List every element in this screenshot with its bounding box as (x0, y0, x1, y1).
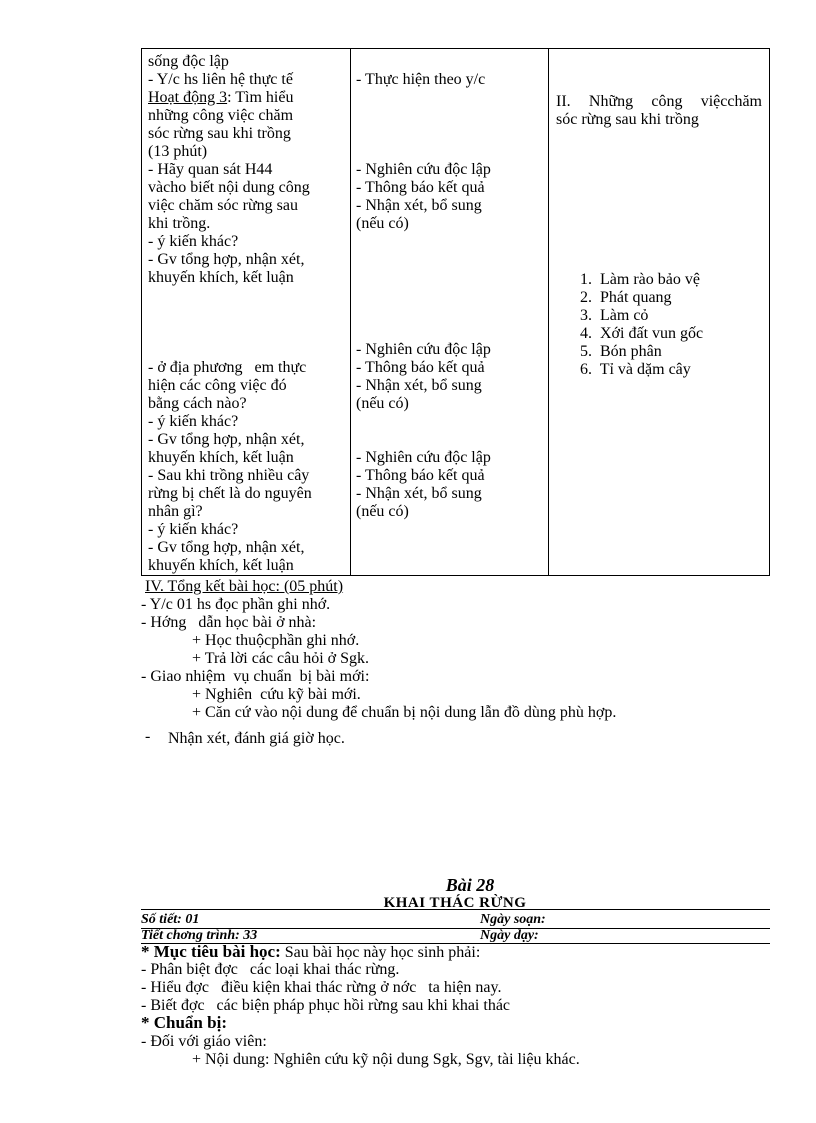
teach-date-label: Ngày dạy: (480, 928, 539, 943)
col1-line: - ý kiến khác? (148, 521, 239, 538)
col1-line: rừng bị chết là do nguyên (148, 485, 312, 502)
col2-line: - Nghiên cứu độc lập (356, 161, 491, 178)
col2-line: - Nghiên cứu độc lập (356, 341, 491, 358)
spacer (356, 233, 542, 341)
col2-line: - Nhận xét, bổ sung (356, 377, 482, 394)
care-tasks-list (580, 271, 760, 379)
col1-line: việc chăm sóc rừng sau (148, 197, 298, 214)
col1-line: - Gv tổng hợp, nhận xét, (148, 431, 305, 448)
list-item: 2. Phát quang (580, 289, 672, 306)
col1-line: nhân gì? (148, 503, 203, 520)
lesson-title: Bài 28 (445, 875, 495, 895)
col2-line: (nếu có) (356, 395, 409, 412)
preparation-heading: * Chuẩn bị: (141, 1013, 227, 1032)
col1-line: khuyến khích, kết luận (148, 269, 294, 286)
col2-line: (nếu có) (356, 503, 409, 520)
col1-line: - Hãy quan sát H44 (148, 161, 273, 178)
prep-date-label: Ngày soạn: (480, 912, 546, 927)
col1-line: - Y/c hs liên hệ thực tế (148, 71, 293, 88)
col1-line: - ở địa phương em thực (148, 359, 307, 376)
col1-line: những công việc chăm (148, 107, 294, 124)
col1-line: sóc rừng sau khi trồng (148, 125, 291, 142)
summary-heading: IV. Tổng kết bài học: (05 phút) (145, 578, 344, 595)
col1-line: khuyến khích, kết luận (148, 557, 294, 574)
summary-line: - Hớng dẫn học bài ở nhà: (141, 614, 317, 631)
list-item: 1. Làm rào bảo vệ (580, 271, 700, 288)
preparation-line: + Nội dung: Nghiên cứu kỹ nội dung Sgk, Sgv, tài liệu khác. (192, 1051, 580, 1068)
objective-line: - Hiểu đợc điều kiện khai thác rừng ở nớc ta hiện nay. (141, 979, 502, 996)
spacer (356, 413, 542, 449)
bullet-dash: - (145, 728, 151, 745)
list-item: 4. Xới đất vun gốc (580, 325, 704, 342)
curriculum-period: Tiết chơng trình: 33 (141, 928, 258, 943)
col1-line: - Gv tổng hợp, nhận xét, (148, 539, 305, 556)
list-item: 6. Tỉ và dặm cây (580, 361, 691, 378)
content-column (556, 93, 762, 129)
summary-line: - Giao nhiệm vụ chuẩn bị bài mới: (141, 668, 370, 685)
student-activity-column (356, 71, 542, 521)
col1-line: - ý kiến khác? (148, 413, 239, 430)
col1-line: hiện các công việc đó (148, 377, 287, 394)
summary-line: - Y/c 01 hs đọc phần ghi nhớ. (141, 596, 331, 613)
col2-line: - Nghiên cứu độc lập (356, 449, 491, 466)
col1-line: - Gv tổng hợp, nhận xét, (148, 251, 305, 268)
objectives-heading (141, 943, 480, 962)
objective-line: - Phân biệt đợc các loại khai thác rừng. (141, 961, 400, 978)
col2-line: - Thông báo kết quả (356, 359, 485, 376)
spacer (148, 287, 344, 359)
column-divider-1 (350, 49, 351, 575)
col2-line: - Thực hiện theo y/c (356, 71, 486, 88)
period-count: Số tiết: 01 (141, 912, 200, 927)
list-item: 3. Làm cỏ (580, 307, 649, 324)
activity-3-heading (148, 89, 344, 107)
col2-line: - Nhận xét, bổ sung (356, 197, 482, 214)
col1-line: (13 phút) (148, 143, 208, 160)
col2-line: - Nhận xét, bổ sung (356, 485, 482, 502)
teacher-activity-column (148, 53, 344, 575)
activity-3-label: Hoạt động 3 (148, 89, 228, 106)
col1-line: sống độc lập (148, 53, 229, 70)
summary-line: + Nghiên cứu kỹ bài mới. (192, 686, 361, 703)
preparation-line: - Đối với giáo viên: (141, 1033, 267, 1050)
summary-line: + Học thuộcphần ghi nhớ. (192, 632, 360, 649)
col1-line: khuyến khích, kết luận (148, 449, 294, 466)
spacer (356, 89, 542, 161)
lesson-table (141, 48, 770, 576)
section-2-heading-line-2: sóc rừng sau khi trồng (556, 111, 699, 128)
activity-3-text: : Tìm hiểu (227, 89, 294, 106)
col2-line: - Thông báo kết quả (356, 179, 485, 196)
col2-line: - Thông báo kết quả (356, 467, 485, 484)
summary-line: + Căn cứ vào nội dung để chuẩn bị nội dung lẫn đồ dùng phù hợp. (192, 704, 617, 721)
objectives-label: * Mục tiêu bài học: (141, 942, 281, 961)
col1-line: - Sau khi trồng nhiều cây (148, 467, 310, 484)
objectives-intro: Sau bài học này học sinh phải: (280, 944, 481, 961)
col1-line: vàcho biết nội dung công (148, 179, 310, 196)
section-2-heading-line-1: II. Những công việcchăm (556, 93, 762, 110)
header-rule-1 (141, 909, 770, 910)
col1-line: - ý kiến khác? (148, 233, 239, 250)
col2-line: (nếu có) (356, 215, 409, 232)
lesson-subtitle: KHAI THÁC RỪNG (383, 895, 527, 911)
objective-line: - Biết đợc các biện pháp phục hồi rừng sau khi khai thác (141, 997, 511, 1014)
summary-closing-line: Nhận xét, đánh giá giờ học. (168, 730, 345, 747)
col1-line: bằng cách nào? (148, 395, 247, 412)
col1-line: khi trồng. (148, 215, 211, 232)
column-divider-2 (548, 49, 549, 575)
summary-line: + Trả lời các câu hỏi ở Sgk. (192, 650, 370, 667)
list-item: 5. Bón phân (580, 343, 662, 360)
